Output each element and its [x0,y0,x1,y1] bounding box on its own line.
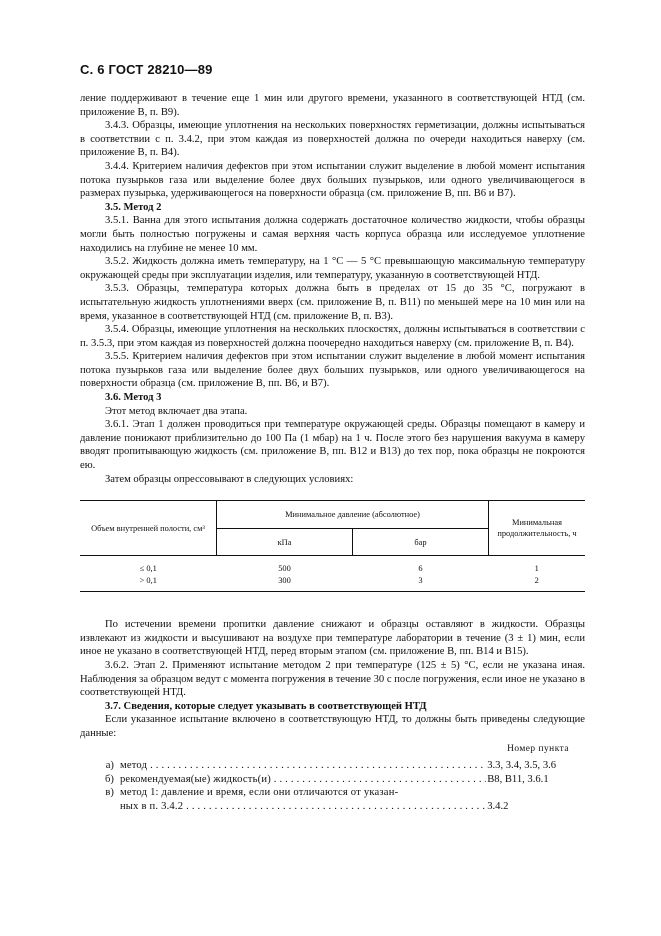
section-heading: 3.5. Метод 2 [105,201,162,213]
header-kpa: кПа [217,529,353,556]
list-item [80,773,585,787]
required-data-list [80,743,585,814]
cell-kpa: 300 [278,576,291,586]
paragraph: 3.4.4. Критерием наличия дефектов при этом испытании служит выделение в любой момент испытания потока пузырьков газа или выделение более двух больших пузырьков, или одного увеличивающегося в размерах пузырька, удерживающегося на поверхности образца (см. приложение В, пп. В6 и В7). [80,160,585,200]
text-after-table [80,618,585,740]
page-header: С. 6 ГОСТ 28210—89 [80,62,213,77]
header-bar: бар [353,529,489,556]
list-item [80,759,585,773]
cell-duration: 1 [534,564,539,574]
paragraph: 3.5.2. Жидкость должна иметь температуру, на 1 °С — 5 °С превышающую максимальную температуру окружающей среды при эксплуатации изделия, или температуру, указанную в соответствующей НТД. [80,256,585,281]
paragraph: 3.5.5. Критерием наличия дефектов при этом испытании служит выделение в любой момент испытания потока пузырьков газа или выделение более двух больших пузырьков, или одного увеличивающегося на поверхности образца (см. приложение В, пп. В6, и В7). [80,351,585,390]
list-column-header: Номер пункта [507,743,569,754]
paragraph: 3.6.1. Этап 1 должен проводиться при температуре окружающей среды. Образцы помещают в камеру и давление понижают приблизительно до 100 Па (1 мбар) на 1 ч. После этого без нарушения вакуума в камеру вводят пропитывающую жидкость (см. приложение В, пп. В12 и В13) до тех пор, пока образцы не покроются ею. [80,419,585,472]
table-row [80,560,585,575]
list-item-text: рекомендуемая(ые) жидкость(и) [119,773,271,785]
paragraph: По истечении времени пропитки давление снижают и образцы оставляют в жидкости. Образцы извлекают из жидкости и высушивают на воздухе при температуре лаборатории в течение (3 ± 1) мин, если иное не указано в соответствующей НТД, перед вторым этапом (см. приложение В, пп. В14 и В15). [80,619,585,658]
list-item-ref: 3.3, 3.4, 3.5, 3.6 [487,760,557,772]
cell-volume: ≤ 0,1 [139,564,157,574]
pressure-conditions-table [80,500,585,592]
paragraph: Если указанное испытание включено в соответствующую НТД, то должны быть приведены следующие данные: [80,714,585,739]
paragraph: 3.5.1. Ванна для этого испытания должна содержать достаточное количество жидкости, чтобы образцы могли быть полностью погружены и самая верхняя часть корпуса образца или исследуемое уплотнение находились на глубине не менее 10 мм. [80,215,585,254]
header-min-duration: Минимальная продолжительность, ч [489,501,586,556]
document-body [80,92,585,814]
list-item-letter: в) [105,787,114,799]
paragraph: Затем образцы опрессовывают в следующих условиях: [105,473,354,485]
cell-bar: 3 [418,576,423,586]
list-item-text-cont: ных в п. 3.4.2 [119,800,184,812]
list-item [80,786,585,813]
list-item-letter: б) [105,773,114,785]
paragraph: ление поддерживают в течение еще 1 мин или другого времени, указанного в соответствующей НТД (см. приложение В, п. В9). [80,93,585,118]
header-min-pressure: Минимальное давление (абсолютное) [217,501,489,529]
list-item-text: метод 1: давление и время, если они отличаются от указан- [119,787,399,799]
text-before-table [80,92,585,486]
table-row [80,575,585,587]
cell-duration: 2 [534,576,539,586]
list-item-ref: 3.4.2 [487,800,509,812]
paragraph: Этот метод включает два этапа. [105,405,248,417]
list-item-text: метод [119,760,148,772]
section-heading: 3.6. Метод 3 [105,392,162,404]
paragraph: 3.4.3. Образцы, имеющие уплотнения на нескольких поверхностях герметизации, должны испытываться в соответствии с п. 3.4.2, при этом каждая из поверхностей должна по очереди находиться наверху (см. приложение В, п. В4). [80,120,585,159]
list-item-letter: а) [105,760,114,772]
list-item-ref: В8, В11, 3.6.1 [487,773,549,785]
cell-bar: 6 [418,564,423,574]
paragraph: 3.5.4. Образцы, имеющие уплотнения на нескольких плоскостях, должны испытываться в соответствии с п. 3.5.3, при этом каждая из поверхностей должна поочередно находиться наверху (см. приложение В, п. В4). [80,324,585,349]
cell-volume: > 0,1 [139,576,157,586]
header-volume: Объем внутренней полости, см³ [80,501,217,556]
paragraph: 3.5.3. Образцы, температура которых должна быть в пределах от 15 до 35 °С, погружают в испытательную жидкость уплотнениями вверх (см. приложение В, п. В11) по меньшей мере на 10 мин или на время, указанное в соответствующей НТД (см. приложение В, п. В3). [80,283,585,322]
cell-kpa: 500 [278,564,291,574]
paragraph: 3.6.2. Этап 2. Применяют испытание методом 2 при температуре (125 ± 5) °С, если не указана иная. Наблюдения за образцом ведут с момента погружения в течение 30 с после погружения, если иное не указано в соответствующей НТД. [80,660,585,699]
pressure-table-wrapper [80,500,585,592]
section-heading: 3.7. Сведения, которые следует указывать в соответствующей НТД [105,700,427,712]
